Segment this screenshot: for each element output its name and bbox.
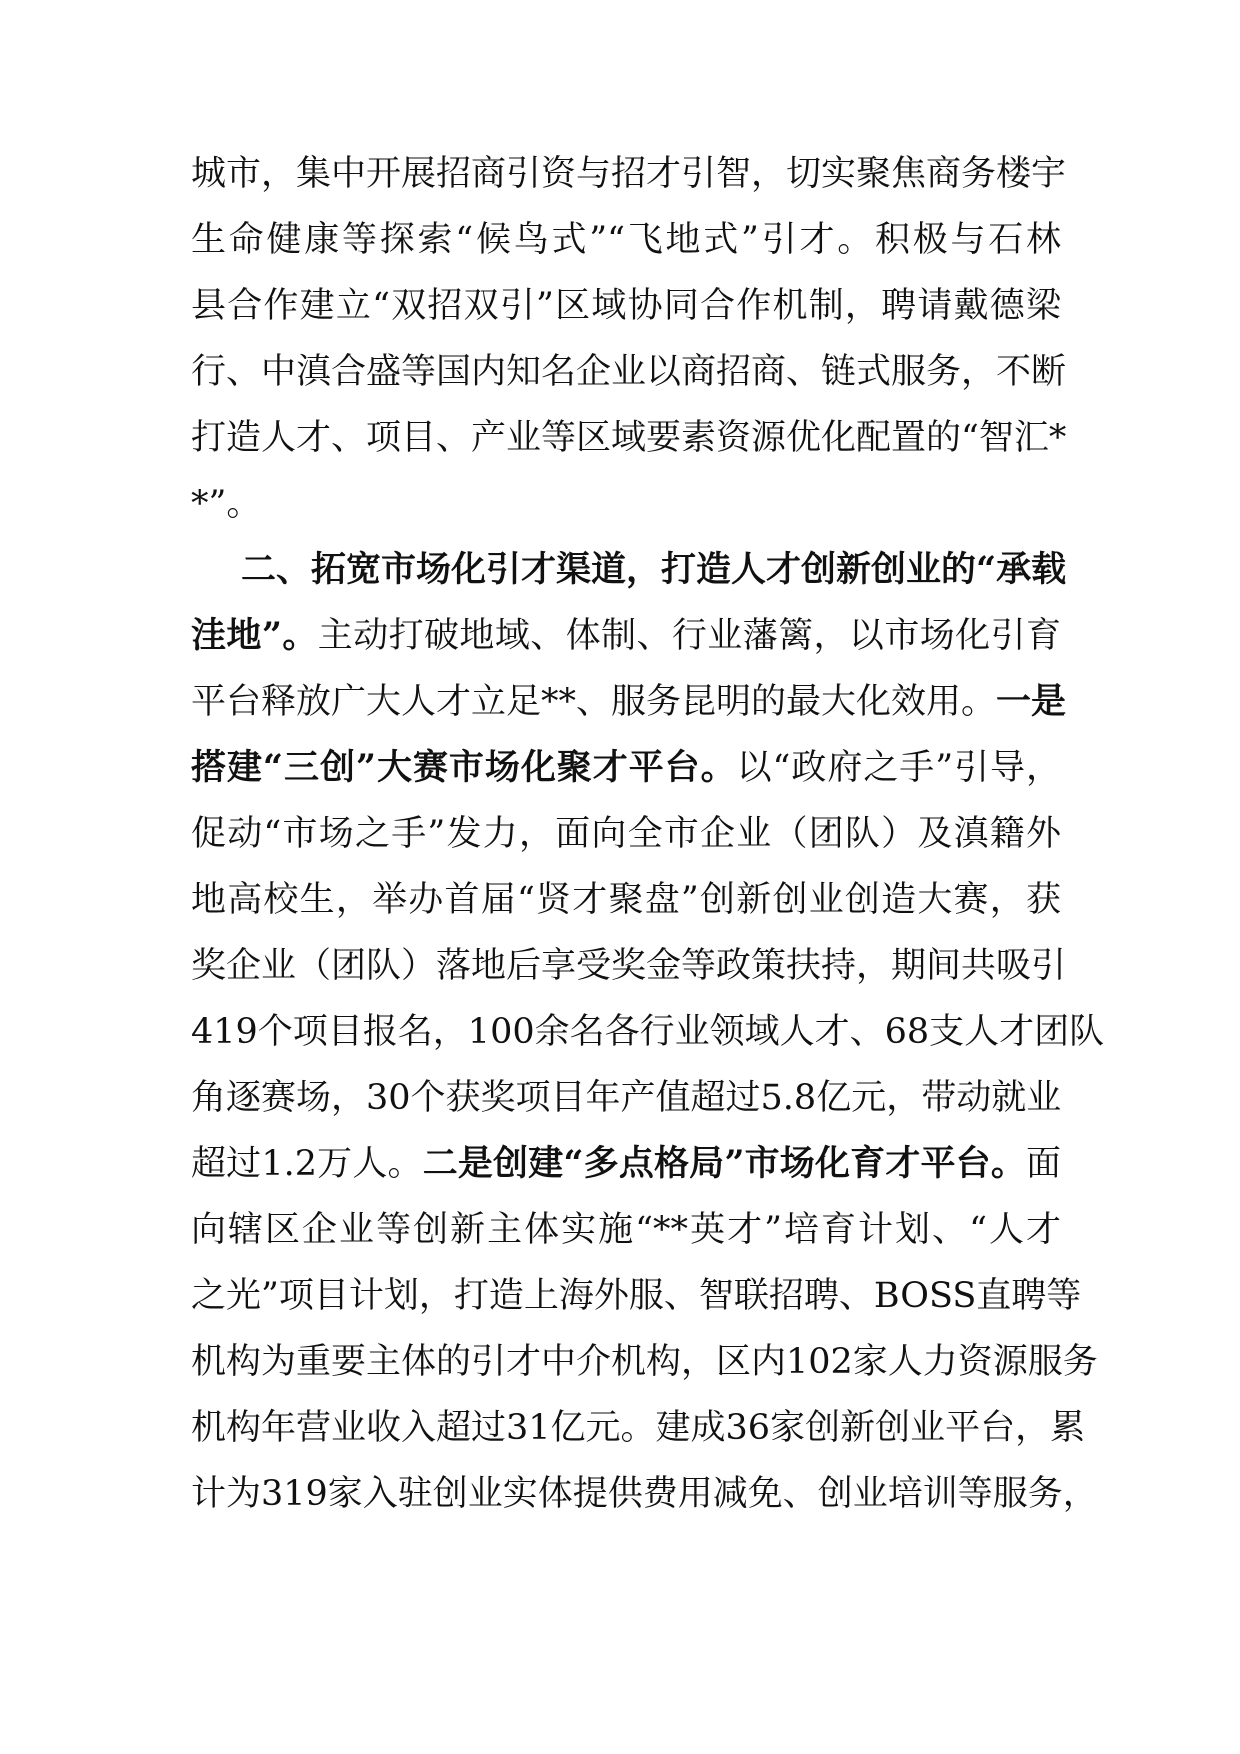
paragraph-line: 机构年营业收入超过31亿元。建成36家创新创业平台，累 — [191, 1408, 1086, 1448]
paragraph-line: 生命健康等探索“候鸟式”“飞地式”引才。积极与石林 — [191, 220, 1061, 260]
paragraph-line: 奖企业（团队）落地后享受奖金等政策扶持，期间共吸引 — [191, 946, 1067, 986]
paragraph-line: 县合作建立“双招双引”区域协同合作机制，聘请戴德梁 — [191, 286, 1061, 326]
paragraph-line: 促动“市场之手”发力，面向全市企业（团队）及滇籍外 — [191, 814, 1061, 854]
text-run: 平台释放广大人才立足**、服务昆明的最大化效用。 — [191, 682, 997, 722]
paragraph-line — [191, 669, 1067, 735]
bold-run: 二是创建“多点格局”市场化育才平台。 — [422, 1143, 1026, 1184]
text-run: 以“政府之手”引导， — [736, 748, 1061, 788]
paragraph-line: *”。 — [191, 484, 262, 524]
text-run: 面 — [1026, 1144, 1062, 1184]
paragraph-line: 419个项目报名，100余名各行业领域人才、68支人才团队 — [191, 1012, 1105, 1052]
bold-run: 一是 — [996, 681, 1067, 722]
section-heading: 二、拓宽市场化引才渠道，打造人才创新创业的“承载 — [241, 549, 1067, 590]
paragraph-line — [191, 603, 1061, 669]
paragraph-line: 向辖区企业等创新主体实施“**英才”培育计划、“人才 — [191, 1210, 1061, 1250]
paragraph-line: 角逐赛场，30个获奖项目年产值超过5.8亿元，带动就业 — [191, 1078, 1062, 1118]
bold-run: 搭建“三创”大赛市场化聚才平台。 — [191, 747, 737, 788]
text-run: 主动打破地域、体制、行业藩篱，以市场化引育 — [317, 616, 1061, 656]
paragraph-line: 城市，集中开展招商引资与招才引智，切实聚焦商务楼宇 — [191, 154, 1067, 194]
paragraph-line: 打造人才、项目、产业等区域要素资源优化配置的“智汇* — [191, 418, 1067, 458]
paragraph-line: 机构为重要主体的引才中介机构，区内102家人力资源服务 — [191, 1342, 1098, 1382]
paragraph-line: 之光”项目计划，打造上海外服、智联招聘、BOSS直聘等 — [191, 1276, 1082, 1316]
paragraph-line: 计为319家入驻创业实体提供费用减免、创业培训等服务， — [191, 1474, 1098, 1514]
paragraph-line: 地高校生，举办首届“贤才聚盘”创新创业创造大赛，获 — [191, 880, 1061, 920]
text-run: 超过1.2万人。 — [191, 1144, 423, 1184]
bold-run: 洼地”。 — [191, 615, 318, 656]
paragraph-line — [191, 735, 1061, 801]
paragraph-line: 行、中滇合盛等国内知名企业以商招商、链式服务，不断 — [191, 352, 1067, 392]
paragraph-line — [191, 1131, 1061, 1197]
